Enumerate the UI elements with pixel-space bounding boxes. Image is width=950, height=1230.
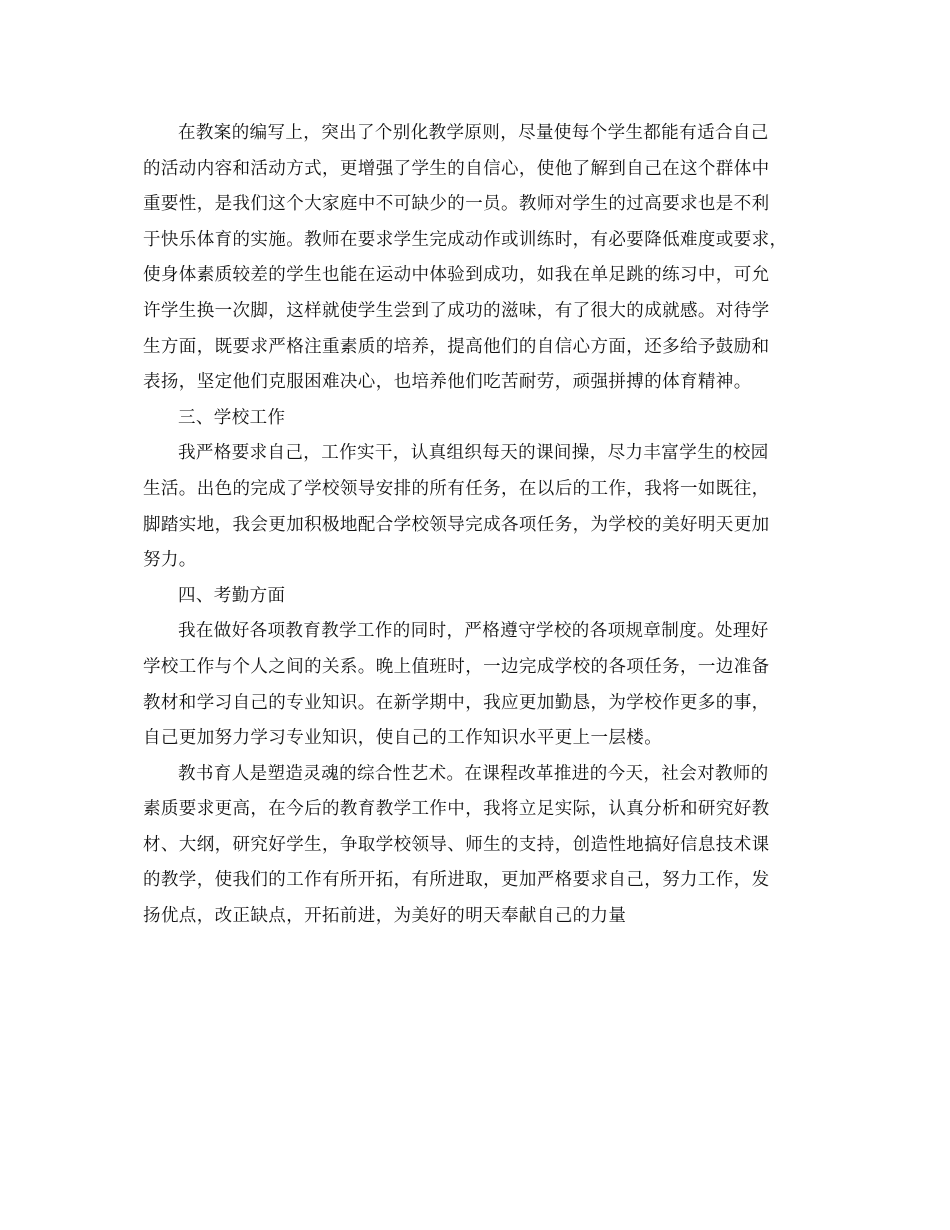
text-line: 材、大纲，研究好学生，争取学校领导、师生的支持，创造性地搞好信息技术课 [143, 834, 770, 855]
text-line: 四、考勤方面 [178, 585, 286, 606]
text-line: 在教案的编写上，突出了个别化教学原则，尽量使每个学生都能有适合自己 [178, 123, 769, 143]
text-line: 我在做好各项教育教学工作的同时，严格遵守学校的各项规章制度。处理好 [178, 621, 769, 642]
text-line: 努力。 [143, 550, 197, 571]
text-line: 表扬，坚定他们克服困难决心，也培养他们吃苦耐劳，顽强拼搏的体育精神。 [143, 372, 752, 393]
text-line: 三、学校工作 [178, 407, 286, 428]
text-line: 扬优点，改正缺点，开拓前进，为美好的明天奉献自己的力量 [143, 906, 627, 927]
text-line: 重要性，是我们这个大家庭中不可缺少的一员。教师对学生的过高要求也是不利 [143, 194, 770, 215]
text-line: 的活动内容和活动方式，更增强了学生的自信心，使他了解到自己在这个群体中 [143, 158, 770, 179]
text-line: 使身体素质较差的学生也能在运动中体验到成功，如我在单足跳的练习中，可允 [143, 265, 770, 286]
text-line: 许学生换一次脚，这样就使学生尝到了成功的滋味，有了很大的成就感。对待学 [143, 300, 770, 321]
text-line: 脚踏实地，我会更加积极地配合学校领导完成各项任务，为学校的美好明天更加 [143, 514, 770, 535]
text-line: 的教学，使我们的工作有所开拓，有所进取，更加严格要求自己，努力工作，发 [143, 870, 770, 891]
text-line: 自己更加努力学习专业知识，使自己的工作知识水平更上一层楼。 [143, 728, 663, 749]
text-line: 于快乐体育的实施。教师在要求学生完成动作或训练时，有必要降低难度或要求， [143, 229, 788, 250]
text-line: 我严格要求自己，工作实干，认真组织每天的课间操，尽力丰富学生的校园 [178, 443, 769, 464]
text-line: 生活。出色的完成了学校领导安排的所有任务，在以后的工作，我将一如既往， [143, 478, 770, 499]
text-line: 教书育人是塑造灵魂的综合性艺术。在课程改革推进的今天，社会对教师的 [178, 763, 769, 784]
text-line: 生方面，既要求严格注重素质的培养，提高他们的自信心方面，还多给予鼓励和 [143, 336, 770, 357]
text-line: 素质要求更高，在今后的教育教学工作中，我将立足实际，认真分析和研究好教 [143, 799, 770, 820]
text-line: 教材和学习自己的专业知识。在新学期中，我应更加勤恳，为学校作更多的事， [143, 692, 770, 713]
text-line: 学校工作与个人之间的关系。晚上值班时，一边完成学校的各项任务，一边准备 [143, 656, 770, 677]
document-body [143, 116, 805, 935]
